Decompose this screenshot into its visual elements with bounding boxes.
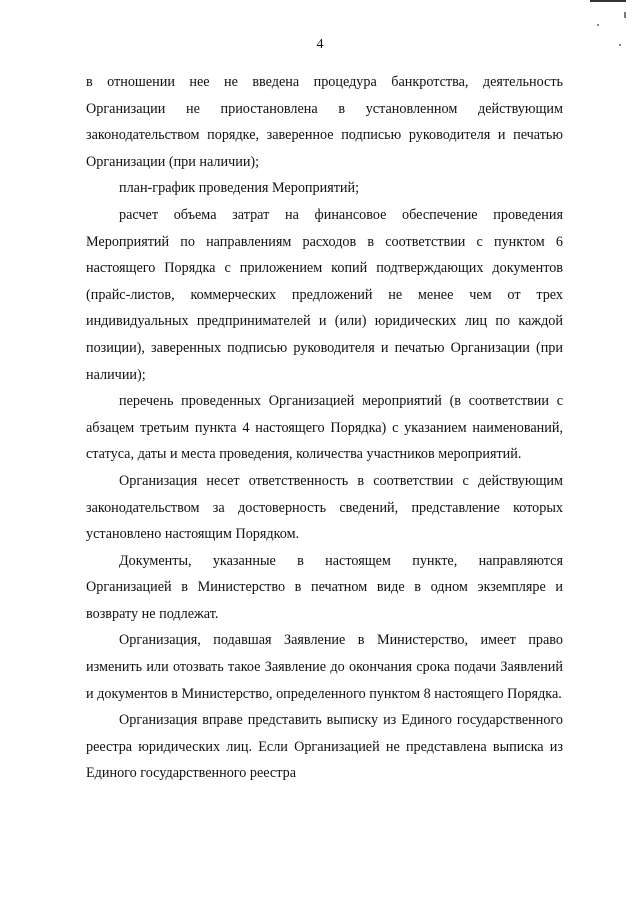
paragraph-continuation: в отношении нее не введена процедура банкротства, деятельность Организации не приостановлена в установленном действующим законодательством порядке, заверенное подписью руководителя и печатью Организации (при наличии); — [86, 74, 563, 170]
page-number: 4 — [316, 37, 324, 52]
paragraph-documents-delivery: Документы, указанные в настоящем пункте, направляются Организацией в Министерство в печатном виде в одном экземпляре и возврату не подлежат. — [86, 552, 563, 622]
paragraph-cost-calculation: расчет объема затрат на финансовое обеспечение проведения Мероприятий по направлениям расходов в соответствии с пунктом 6 настоящего Порядка с приложением копий подтверждающих документов (прайс-листов, коммерческих предложений не менее чем от трех индивидуальных предпринимателей и (или) юридических лиц по каждой позиции), заверенных подписью руководителя и печатью Организации (при наличии); — [86, 206, 563, 383]
scan-edge-mark — [590, 0, 626, 2]
scan-dot — [597, 24, 599, 26]
scan-edge-tick — [624, 12, 626, 18]
paragraph-schedule: план-график проведения Мероприятий; — [119, 180, 360, 197]
paragraph-registry-extract: Организация вправе представить выписку из Единого государственного реестра юридических лиц. Если Организацией не представлена выписка из Единого государственного реестра — [86, 712, 563, 782]
document-body — [86, 69, 563, 787]
paragraph-application-withdrawal: Организация, подавшая Заявление в Министерство, имеет право изменить или отозвать такое Заявление до окончания срока подачи Заявлений и документов в Министерство, определенного пунктом 8 настоящего Порядка. — [86, 632, 563, 702]
paragraph-responsibility: Организация несет ответственность в соответствии с действующим законодательством за достоверность сведений, представление которых установлено настоящим Порядком. — [86, 472, 563, 543]
paragraph-events-list: перечень проведенных Организацией мероприятий (в соответствии с абзацем третьим пункта 4 настоящего Порядка) с указанием наименований, статуса, даты и места проведения, количества участников мероприятий. — [86, 393, 563, 463]
